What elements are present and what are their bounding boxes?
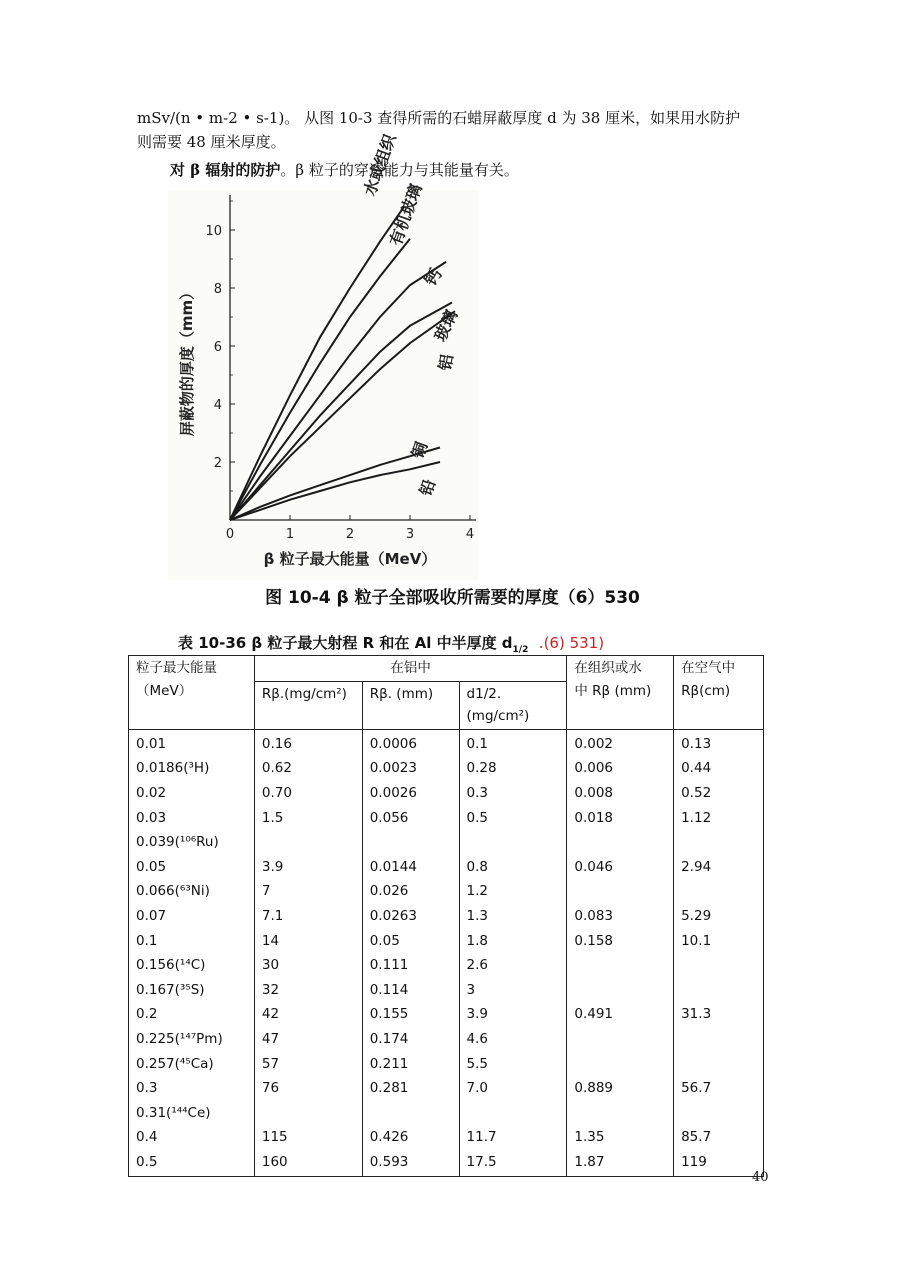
- table-cell: 2.6: [459, 953, 567, 978]
- table-cell: 57: [254, 1052, 362, 1077]
- table-cell: 0.026: [362, 879, 459, 904]
- header-tissue-line-2: 中 Rβ (mm): [574, 682, 652, 699]
- table-cell: 0.889: [567, 1076, 674, 1101]
- series-label: 铜: [407, 439, 432, 461]
- table-body: [129, 729, 764, 1177]
- header-al-half-thickness-line-1: d1/2.: [466, 685, 502, 702]
- table-cell: 5.5: [459, 1052, 567, 1077]
- table-cell: 0.8: [459, 855, 567, 880]
- table-cell: 7: [254, 879, 362, 904]
- table-cell: 0.28: [459, 756, 567, 781]
- x-tick-label: 3: [405, 527, 415, 542]
- table-cell: 47: [254, 1027, 362, 1052]
- y-tick-label: 8: [213, 282, 222, 297]
- table-cell: 0.52: [674, 781, 764, 806]
- table-cell: 0.5: [459, 806, 567, 831]
- header-tissue-line-1: 在组织或水: [574, 660, 642, 676]
- table-cell: 119: [674, 1150, 764, 1177]
- series-label: 玻璃: [430, 307, 462, 345]
- table-cell: 5.29: [674, 904, 764, 929]
- table-row: [129, 729, 764, 756]
- table-cell: 0.13: [674, 729, 764, 756]
- table-caption-text: 表 10-36 β 粒子最大射程 R 和在 Al 中半厚度 d: [178, 634, 513, 652]
- x-tick-label: 0: [225, 527, 235, 542]
- table-cell: 0.05: [362, 929, 459, 954]
- table-row: [129, 904, 764, 929]
- beta-protection-text: 。β 粒子的穿透能力与其能量有关。: [280, 161, 519, 179]
- header-tissue: [567, 656, 674, 730]
- table-row: [129, 1150, 764, 1177]
- table-cell: 0.174: [362, 1027, 459, 1052]
- figure-caption: 图 10-4 β 粒子全部吸收所需要的厚度（6）530: [265, 588, 640, 608]
- table-cell: 3: [459, 978, 567, 1003]
- table-row: [129, 1076, 764, 1101]
- series-line: [230, 239, 410, 520]
- table-cell: 1.12: [674, 806, 764, 831]
- table-cell: 56.7: [674, 1076, 764, 1101]
- series-label: 钙: [421, 265, 446, 289]
- table-cell: 0.114: [362, 978, 459, 1003]
- y-tick-label: 10: [205, 224, 222, 239]
- table-cell: 0.3: [129, 1076, 255, 1101]
- table-cell: [674, 879, 764, 904]
- table-cell: 0.03: [129, 806, 255, 831]
- table-cell: 14: [254, 929, 362, 954]
- table-cell: [254, 830, 362, 855]
- intro-line-2: 则需要 48 厘米厚度。: [137, 133, 286, 151]
- table-row: [129, 830, 764, 855]
- table-cell: 0.257(⁴⁵Ca): [129, 1052, 255, 1077]
- table-row: [129, 1101, 764, 1126]
- table-cell: 0.16: [254, 729, 362, 756]
- table-cell: 11.7: [459, 1125, 567, 1150]
- table-cell: 1.5: [254, 806, 362, 831]
- intro-paragraph: [137, 106, 777, 154]
- series-label: 水或组织: [359, 131, 400, 199]
- table-cell: [362, 1101, 459, 1126]
- table-cell: 42: [254, 1002, 362, 1027]
- table-cell: 0.70: [254, 781, 362, 806]
- table-cell: 0.3: [459, 781, 567, 806]
- table-cell: 0.111: [362, 953, 459, 978]
- table-cell: [567, 830, 674, 855]
- x-axis-label: β 粒子最大能量（MeV）: [263, 550, 437, 568]
- table-cell: 1.3: [459, 904, 567, 929]
- table-cell: 0.62: [254, 756, 362, 781]
- table-cell: 0.225(¹⁴⁷Pm): [129, 1027, 255, 1052]
- y-tick-label: 2: [213, 456, 222, 471]
- table-cell: 0.167(³⁵S): [129, 978, 255, 1003]
- table-cell: 0.426: [362, 1125, 459, 1150]
- table-row: [129, 781, 764, 806]
- table-cell: [567, 1101, 674, 1126]
- table-cell: [674, 1027, 764, 1052]
- table-cell: 31.3: [674, 1002, 764, 1027]
- page-number: 40: [752, 1170, 769, 1185]
- header-air: [674, 656, 764, 730]
- table-cell: [567, 1027, 674, 1052]
- table-cell: 0.281: [362, 1076, 459, 1101]
- table-cell: 160: [254, 1150, 362, 1177]
- table-cell: 0.156(¹⁴C): [129, 953, 255, 978]
- header-al-range-mm: Rβ. (mm): [362, 681, 459, 729]
- x-tick-label: 1: [285, 527, 295, 542]
- y-tick-label: 6: [213, 340, 222, 355]
- y-tick-label: 4: [213, 398, 222, 413]
- table-cell: 0.211: [362, 1052, 459, 1077]
- table-cell: [674, 830, 764, 855]
- table-cell: 0.1: [129, 929, 255, 954]
- table-cell: 0.593: [362, 1150, 459, 1177]
- table-caption-subscript: 1/2: [512, 645, 529, 655]
- series-line: [230, 462, 440, 520]
- table-cell: [674, 978, 764, 1003]
- table-cell: 115: [254, 1125, 362, 1150]
- table-row: [129, 855, 764, 880]
- table-cell: 1.87: [567, 1150, 674, 1177]
- table-cell: 0.0023: [362, 756, 459, 781]
- table-row: [129, 978, 764, 1003]
- table-row: [129, 1052, 764, 1077]
- table-cell: 0.02: [129, 781, 255, 806]
- header-aluminum: 在铝中: [254, 656, 567, 682]
- table-cell: 0.0144: [362, 855, 459, 880]
- beta-protection-heading: 对 β 辐射的防护: [170, 161, 281, 179]
- table-cell: 0.1: [459, 729, 567, 756]
- table-cell: 0.006: [567, 756, 674, 781]
- table-cell: 0.039(¹⁰⁶Ru): [129, 830, 255, 855]
- table-cell: [459, 830, 567, 855]
- series-label: 铝: [435, 352, 457, 372]
- beta-protection-paragraph: [170, 158, 810, 182]
- table-cell: 30: [254, 953, 362, 978]
- table-row: [129, 1027, 764, 1052]
- table-caption: [178, 632, 604, 655]
- header-energy-line-2: （MeV）: [136, 682, 193, 699]
- table-cell: 0.44: [674, 756, 764, 781]
- table-cell: 1.8: [459, 929, 567, 954]
- series-label: 有机玻璃: [385, 181, 426, 249]
- table-row: [129, 756, 764, 781]
- table-cell: 10.1: [674, 929, 764, 954]
- table-cell: 0.0006: [362, 729, 459, 756]
- table-cell: 0.083: [567, 904, 674, 929]
- table-cell: 0.155: [362, 1002, 459, 1027]
- table-cell: 0.046: [567, 855, 674, 880]
- table-cell: 0.07: [129, 904, 255, 929]
- table-cell: 0.018: [567, 806, 674, 831]
- table-cell: [254, 1101, 362, 1126]
- table-row: [129, 953, 764, 978]
- series-label: 铅: [415, 476, 440, 499]
- table-cell: 85.7: [674, 1125, 764, 1150]
- table-row: [129, 1125, 764, 1150]
- header-energy: [129, 656, 255, 730]
- table-cell: 0.158: [567, 929, 674, 954]
- beta-range-table: [128, 655, 764, 1177]
- table-cell: [674, 953, 764, 978]
- table-cell: 0.002: [567, 729, 674, 756]
- table-cell: 1.35: [567, 1125, 674, 1150]
- table-cell: [567, 1052, 674, 1077]
- table-cell: 0.491: [567, 1002, 674, 1027]
- table-cell: 0.056: [362, 806, 459, 831]
- table-cell: 0.05: [129, 855, 255, 880]
- header-air-line-2: Rβ(cm): [681, 682, 731, 699]
- header-al-half-thickness: [459, 681, 567, 729]
- table-row: [129, 929, 764, 954]
- table-cell: 76: [254, 1076, 362, 1101]
- header-al-half-thickness-line-2: (mg/cm²): [466, 708, 530, 725]
- table-cell: [674, 1101, 764, 1126]
- table-cell: 3.9: [254, 855, 362, 880]
- table-cell: 1.2: [459, 879, 567, 904]
- table-caption-reference: .(6) 531): [538, 634, 605, 652]
- table-cell: 7.0: [459, 1076, 567, 1101]
- table-row: [129, 1002, 764, 1027]
- table-row: [129, 879, 764, 904]
- table-cell: 0.2: [129, 1002, 255, 1027]
- table-cell: [567, 953, 674, 978]
- table-cell: 3.9: [459, 1002, 567, 1027]
- table-cell: 0.01: [129, 729, 255, 756]
- table-cell: 0.066(⁶³Ni): [129, 879, 255, 904]
- intro-line-1: mSv/(n • m-2 • s-1)。 从图 10-3 查得所需的石蜡屏蔽厚度 d 为 38 厘米，如果用水防护: [137, 109, 741, 127]
- table-cell: 2.94: [674, 855, 764, 880]
- header-al-range-mg: Rβ.(mg/cm²): [254, 681, 362, 729]
- table-cell: [567, 978, 674, 1003]
- table-row: [129, 806, 764, 831]
- y-axis-label: 屏蔽物的厚度（mm）: [178, 284, 196, 437]
- header-energy-line-1: 粒子最大能量: [136, 660, 217, 676]
- table-cell: 17.5: [459, 1150, 567, 1177]
- table-cell: 0.5: [129, 1150, 255, 1177]
- table-cell: 0.008: [567, 781, 674, 806]
- x-tick-label: 4: [465, 527, 475, 542]
- table-cell: [674, 1052, 764, 1077]
- table-cell: 32: [254, 978, 362, 1003]
- x-tick-label: 2: [345, 527, 355, 542]
- table-cell: 0.4: [129, 1125, 255, 1150]
- table-cell: 7.1: [254, 904, 362, 929]
- table-cell: 0.0026: [362, 781, 459, 806]
- table-cell: [459, 1101, 567, 1126]
- table-cell: 0.31(¹⁴⁴Ce): [129, 1101, 255, 1126]
- table-cell: 4.6: [459, 1027, 567, 1052]
- header-air-line-1: 在空气中: [681, 660, 736, 676]
- table-cell: 0.0186(³H): [129, 756, 255, 781]
- table-cell: [567, 879, 674, 904]
- table-cell: [362, 830, 459, 855]
- table-cell: 0.0263: [362, 904, 459, 929]
